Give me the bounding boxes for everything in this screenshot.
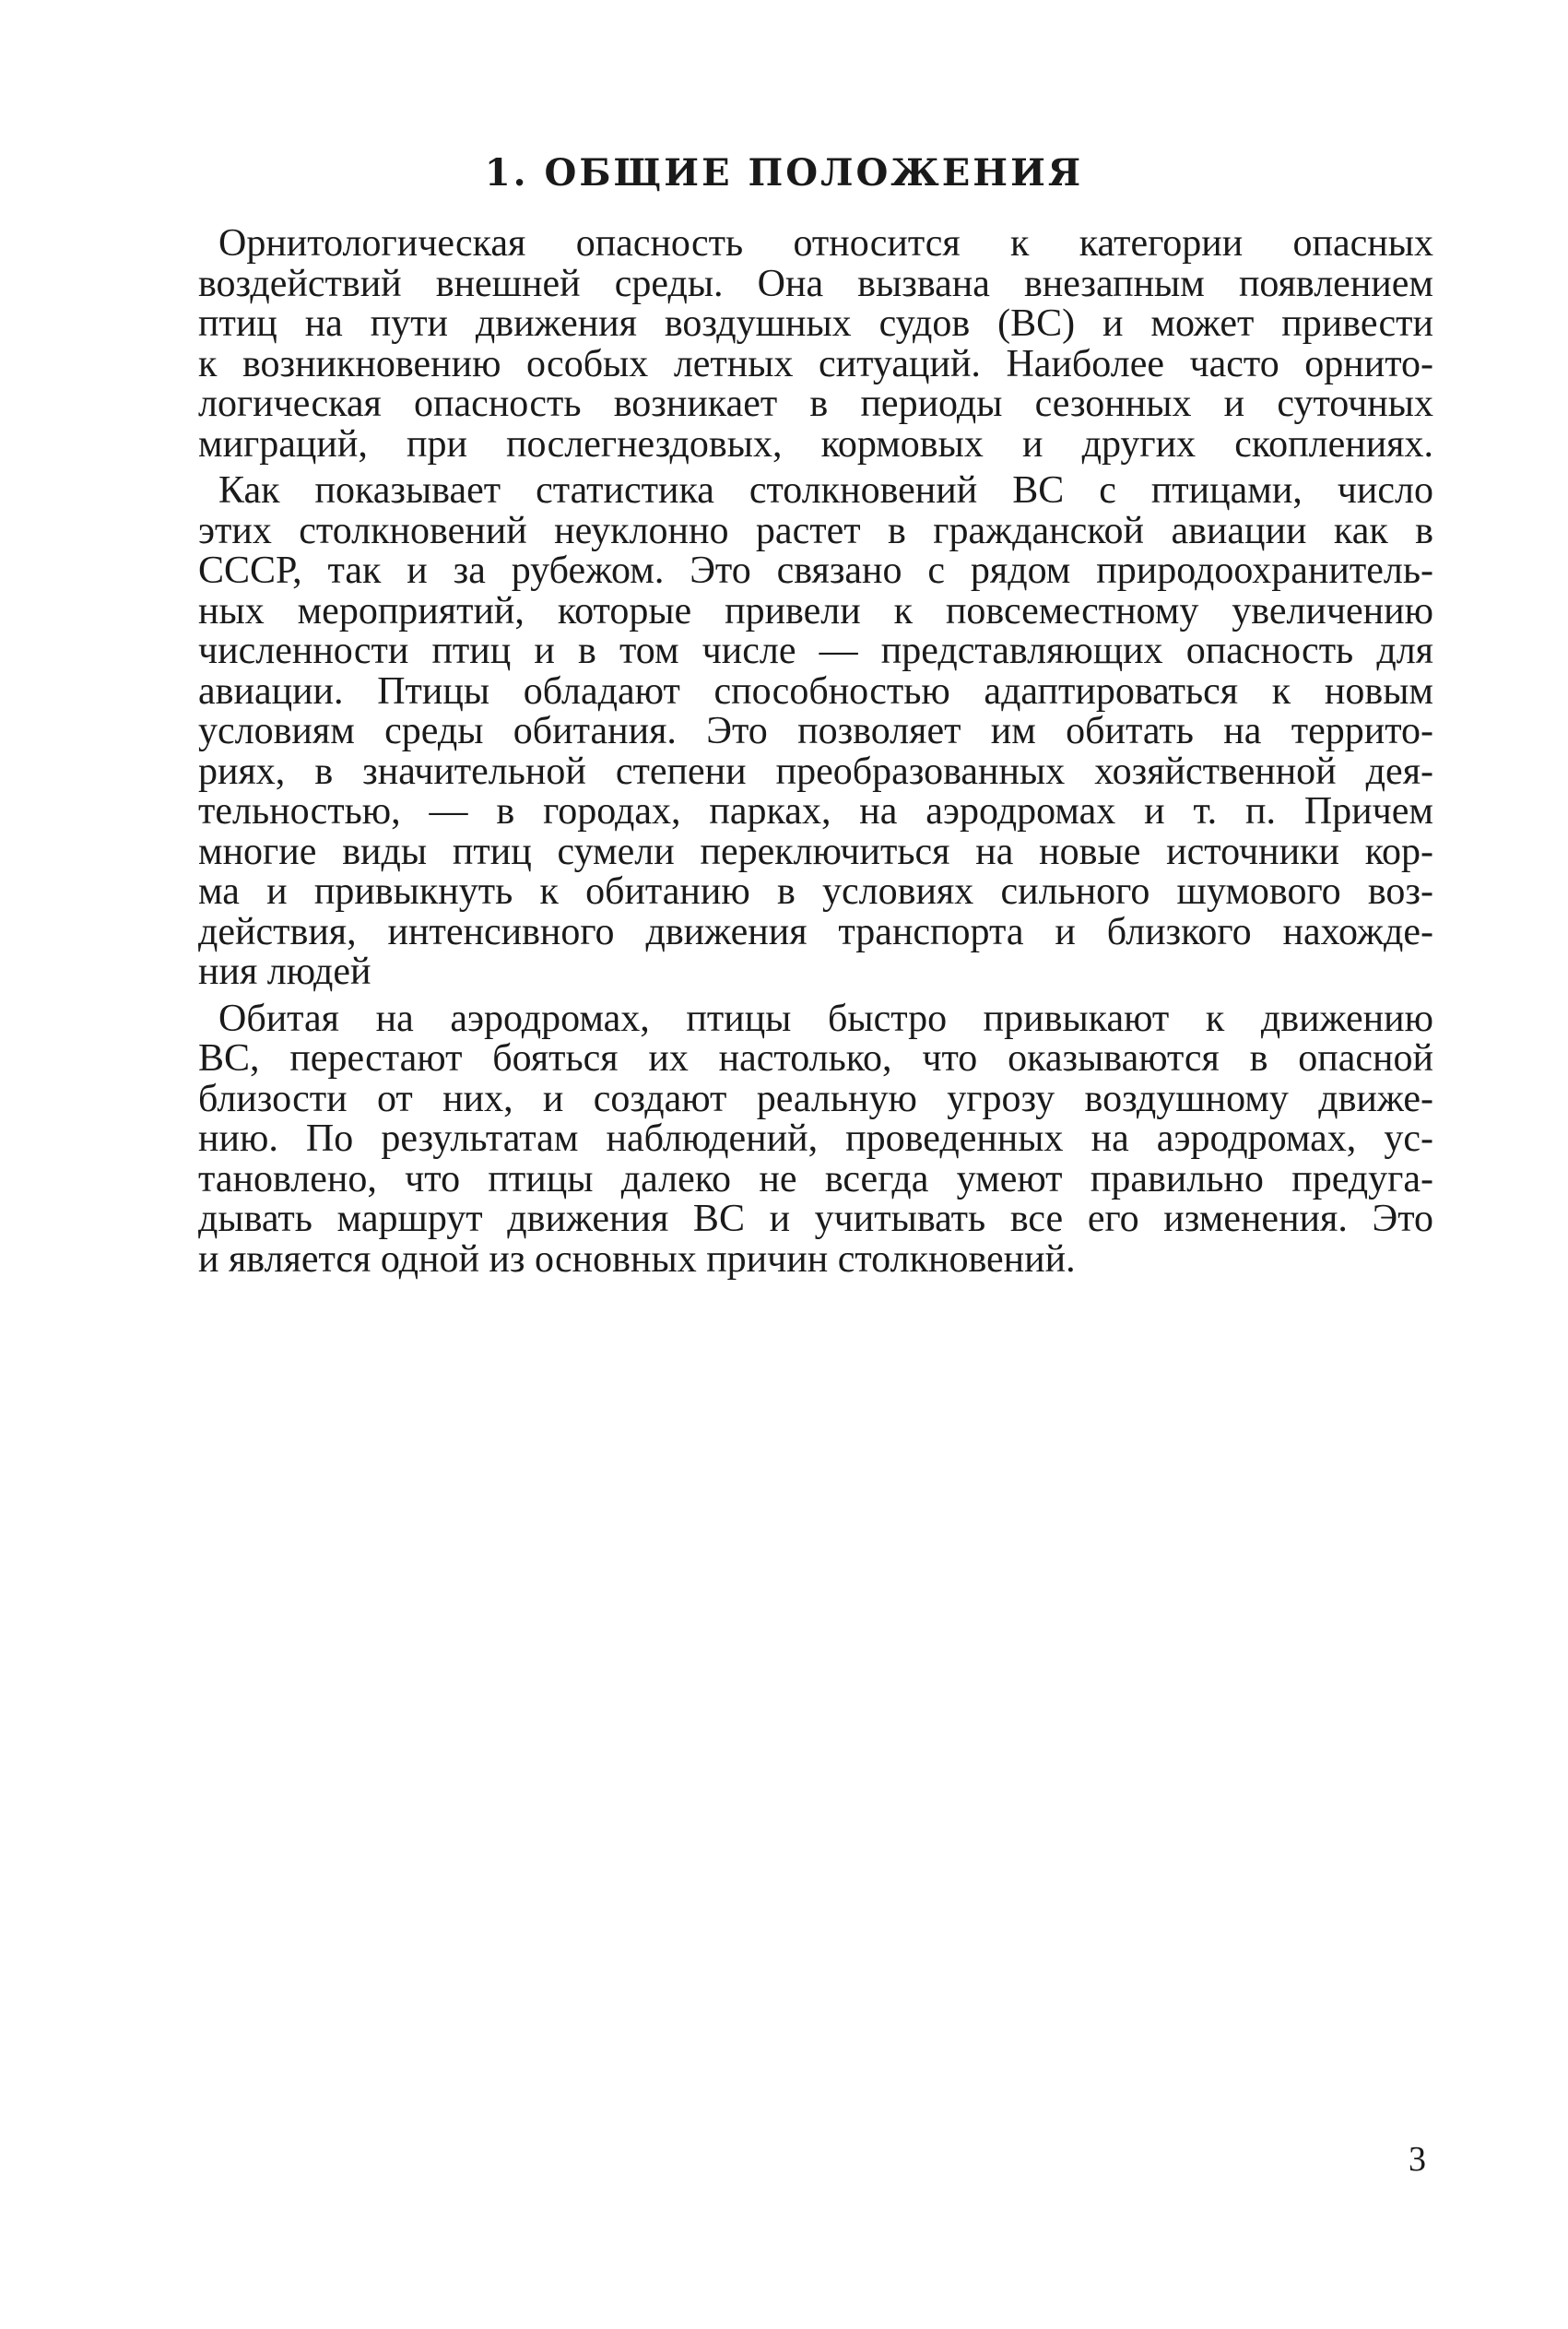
text-line: риях, в значительной степени преобразованных хозяйственной дея- xyxy=(198,750,1433,793)
text-line: и является одной из основных причин столкновений. xyxy=(198,1237,1076,1281)
section-heading: 1. ОБЩИЕ ПОЛОЖЕНИЯ xyxy=(484,151,1084,195)
text-line: логическая опасность возникает в периоды сезонных и суточных xyxy=(198,383,1433,425)
text-line: дывать маршрут движения ВС и учитывать все его изменения. Это xyxy=(198,1198,1433,1240)
paragraph-3 xyxy=(198,999,1433,1281)
text-line: Как показывает статистика столкновений ВС с птицами, число xyxy=(218,469,1433,512)
text-line: к возникновению особых летных ситуаций. Наиболее часто орнито- xyxy=(198,342,1433,385)
text-line: авиации. Птицы обладают способностью адаптироваться к новым xyxy=(198,669,1433,713)
text-line: действия, интенсивного движения транспорта и близкого нахожде- xyxy=(198,910,1433,953)
text-line: ма и привыкнуть к обитанию в условиях сильного шумового воз- xyxy=(198,870,1433,913)
text-line: воздействий внешней среды. Она вызвана внезапным появлением xyxy=(198,262,1433,305)
text-line: ния людей xyxy=(198,951,371,993)
text-line: Обитая на аэродромах, птицы быстро привыкают к движению xyxy=(218,997,1433,1040)
text-line: многие виды птиц сумели переключиться на новые источники кор- xyxy=(198,830,1433,873)
text-line: Орнитологическая опасность относится к категории опасных xyxy=(218,222,1433,265)
text-line: СССР, так и за рубежом. Это связано с рядом природоохранитель- xyxy=(198,550,1433,592)
text-line: ВС, перестают бояться их настолько, что оказываются в опасной xyxy=(198,1037,1433,1080)
text-line: этих столкновений неуклонно растет в гражданской авиации как в xyxy=(198,509,1433,552)
text-line: нию. По результатам наблюдений, проведенных на аэродромах, ус- xyxy=(198,1117,1433,1160)
text-line: условиям среды обитания. Это позволяет им обитать на террито- xyxy=(198,710,1433,752)
text-line: тановлено, что птицы далеко не всегда умеют правильно предуга- xyxy=(198,1157,1433,1200)
paragraph-2 xyxy=(198,471,1433,993)
text-line: близости от них, и создают реальную угрозу воздушному движе- xyxy=(198,1077,1433,1120)
text-line: ных мероприятий, которые привели к повсеместному увеличению xyxy=(198,589,1433,632)
text-line: численности птиц и в том числе — представляющих опасность для xyxy=(198,630,1433,672)
text-line: тельностью, — в городах, парках, на аэродромах и т. п. Причем xyxy=(198,790,1433,833)
paragraph-1 xyxy=(198,224,1433,465)
text-line: миграций, при послегнездовых, кормовых и других скоплениях. xyxy=(198,422,1433,466)
page-number: 3 xyxy=(1409,2140,1426,2179)
body-text xyxy=(198,224,1433,1280)
text-line: птиц на пути движения воздушных судов (ВС) и может привести xyxy=(198,302,1433,345)
